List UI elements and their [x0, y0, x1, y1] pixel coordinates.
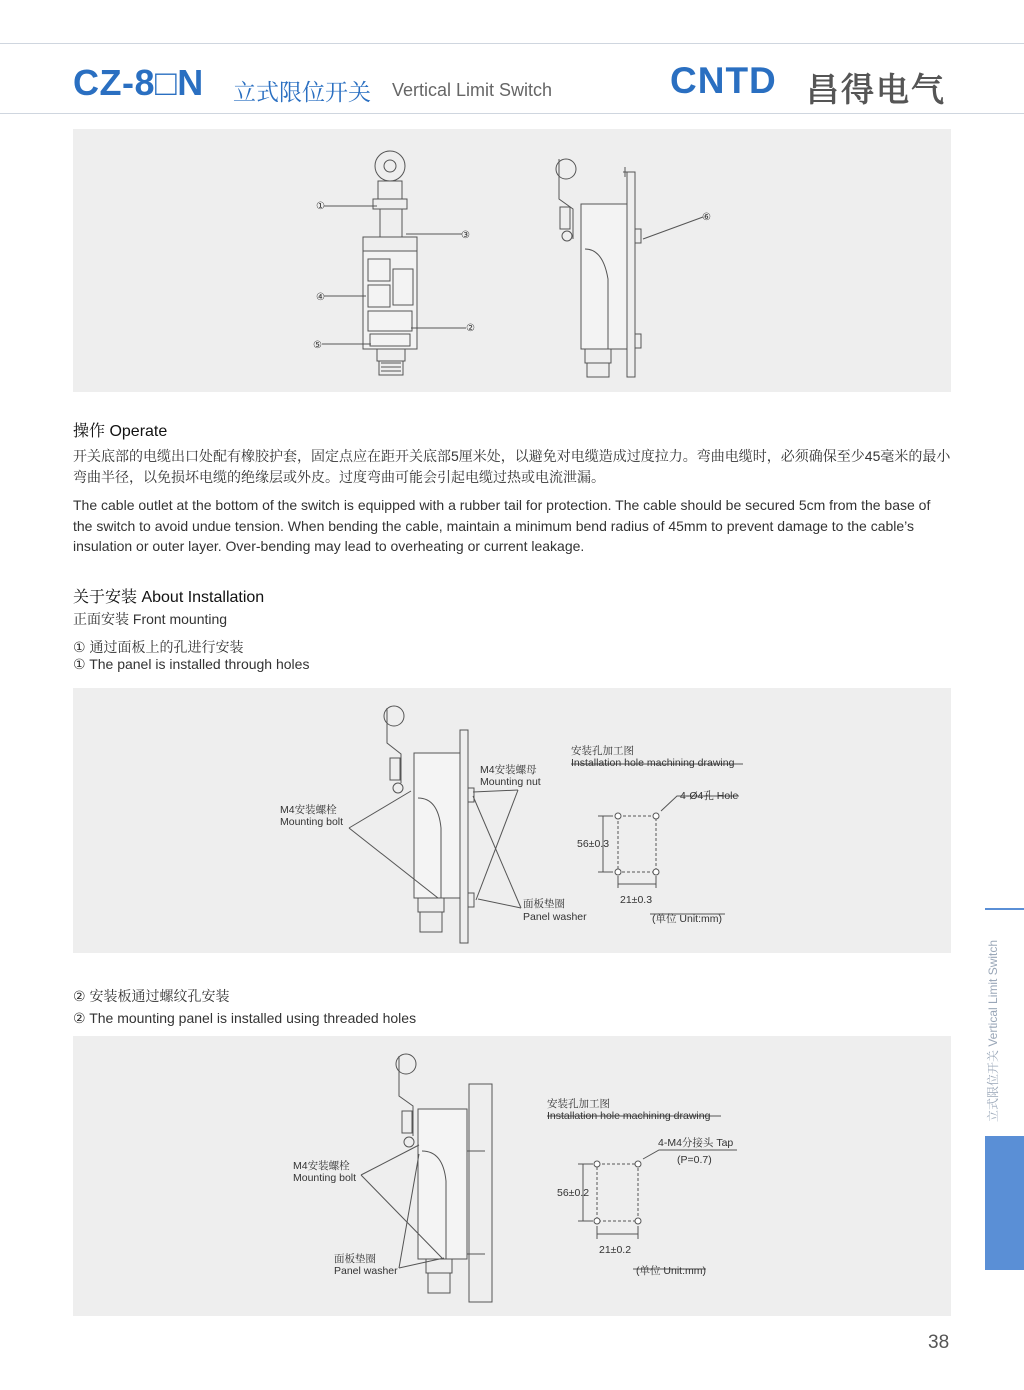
callout-2: ②	[466, 323, 475, 334]
mounting-bolt-label-cn: M4安装螺栓	[280, 804, 337, 816]
top-rule	[0, 43, 1024, 44]
sidebar-section-label: 立式限位开关 Vertical Limit Switch	[986, 939, 1000, 1122]
unit-label: (单位 Unit:mm)	[652, 913, 722, 925]
tap-spec-label: 4-M4分接头 Tap	[658, 1137, 734, 1149]
mounting-nut-label-cn: M4安装螺母	[480, 764, 537, 776]
callout-3: ③	[461, 230, 470, 241]
method2-en: ② The mounting panel is installed using threaded holes	[73, 1010, 417, 1026]
switch-dimension-diagram	[73, 129, 951, 392]
method1-cn: ① 通过面板上的孔进行安装	[73, 639, 244, 655]
mounting-bolt-label-cn: M4安装螺栓	[293, 1160, 350, 1172]
hole-drawing-title-en: Installation hole machining drawing	[547, 1110, 711, 1122]
callout-5: ⑤	[313, 340, 322, 351]
hole-drawing-title-cn: 安装孔加工图	[571, 745, 634, 757]
mounting-nut-label-en: Mounting nut	[480, 776, 541, 788]
threaded-hole-drawing	[73, 1036, 951, 1316]
callout-1: ①	[316, 201, 325, 212]
hole-drawing-title-en: Installation hole machining drawing	[571, 757, 735, 769]
unit-label: (单位 Unit:mm)	[636, 1265, 706, 1277]
mounting-bolt-label-en: Mounting bolt	[293, 1172, 357, 1184]
operate-paragraph-en: The cable outlet at the bottom of the switch is equipped with a rubber tail for protection. The cable should be secured 5cm from the base of the switch to avoid undue tension. When bending the cable, maintain a minimum bend radius of 45mm to prevent damage to the cable’s insulation or outer layer. Over-bending may lead to overheating or current leakage.	[73, 497, 931, 554]
operate-paragraph-cn: 开关底部的电缆出口处配有橡胶护套，固定点应在距开关底部5厘米处，以避免对电缆造成过度拉力。弯曲电缆时，必须确保至少45毫米的最小弯曲半径，以免损坏电缆的绝缘层或外皮。过度弯曲可能会引起电缆过热或电流泄漏。	[73, 448, 951, 485]
sidebar-rule	[985, 908, 1024, 910]
title-english: Vertical Limit Switch	[392, 80, 553, 100]
brand-logo: CNTD	[670, 60, 777, 101]
panel-washer-label-en: Panel washer	[523, 911, 587, 923]
method2-cn: ② 安装板通过螺纹孔安装	[73, 988, 230, 1004]
operate-heading: 操作 Operate	[73, 423, 168, 440]
switch-drawing	[73, 129, 951, 392]
sidebar-tab	[985, 1136, 1024, 1270]
header-rule	[0, 113, 1024, 114]
through-hole-drawing	[73, 688, 951, 953]
installation-heading: 关于安装 About Installation	[73, 589, 265, 606]
panel-washer-label-en: Panel washer	[334, 1265, 398, 1277]
through-hole-mounting-diagram	[73, 688, 951, 953]
panel-washer-label-cn: 面板垫圈	[523, 898, 565, 910]
panel-washer-label-cn: 面板垫圈	[334, 1253, 376, 1265]
callout-6: ⑥	[702, 212, 711, 223]
hole-drawing-title-cn: 安装孔加工图	[547, 1098, 610, 1110]
title-chinese: 立式限位开关	[233, 79, 371, 105]
dimension-horizontal: 21±0.2	[599, 1244, 632, 1256]
method1-en: ① The panel is installed through holes	[73, 656, 310, 672]
front-mounting-label: 正面安装 Front mounting	[73, 611, 228, 627]
callout-4: ④	[316, 292, 325, 303]
threaded-hole-mounting-diagram	[73, 1036, 951, 1316]
model-code: CZ-8□N	[73, 62, 204, 103]
brand-logo-chinese: 昌得电气	[806, 71, 946, 108]
dimension-vertical: 56±0.2	[557, 1187, 590, 1199]
dimension-horizontal: 21±0.3	[620, 894, 653, 906]
pitch-label: (P=0.7)	[677, 1154, 712, 1166]
page-number: 38	[928, 1332, 950, 1353]
mounting-bolt-label-en: Mounting bolt	[280, 816, 344, 828]
hole-spec-label: 4-Ø4孔 Hole	[680, 790, 739, 802]
dimension-vertical: 56±0.3	[577, 838, 610, 850]
